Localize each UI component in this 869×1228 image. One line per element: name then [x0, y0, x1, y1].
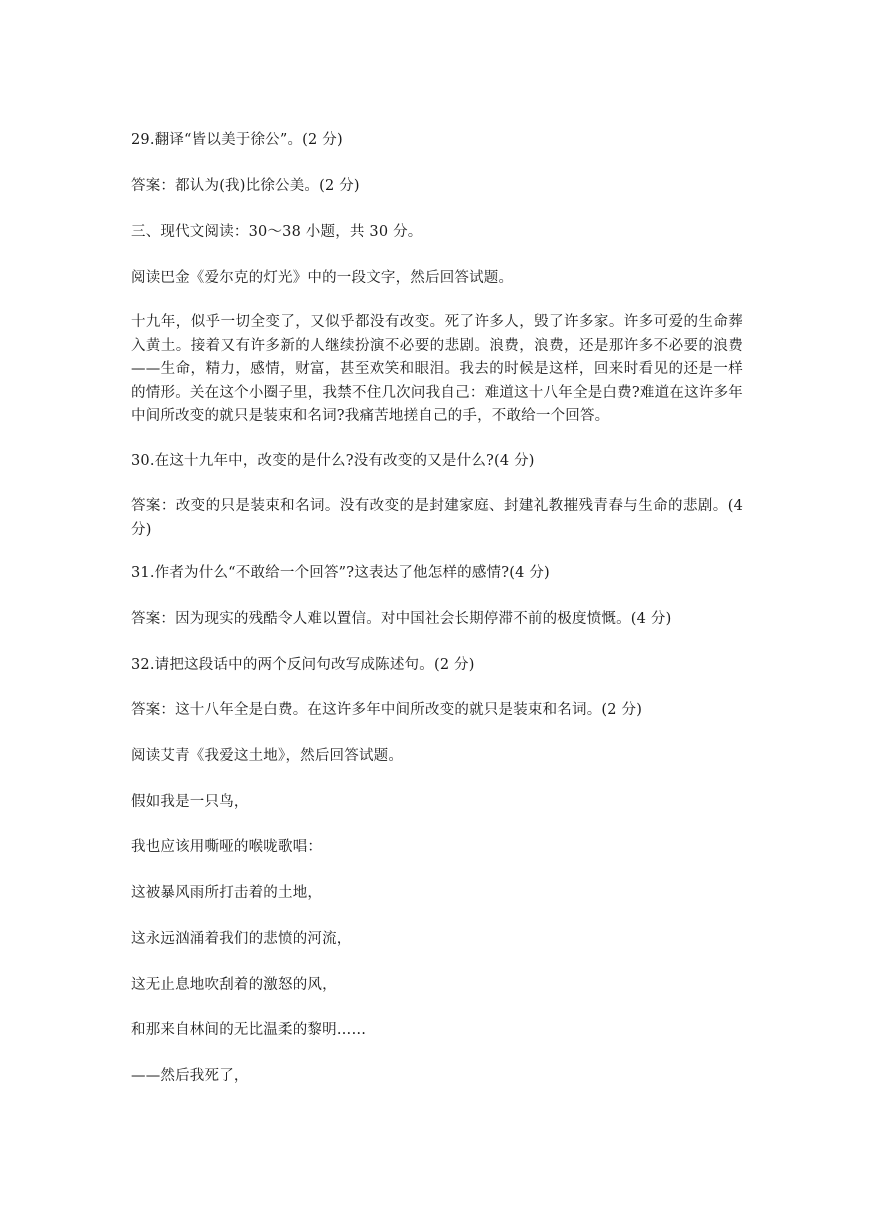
answer-30: 答案：改变的只是装束和名词。没有改变的是封建家庭、封建礼教摧残青春与生命的悲剧。(4 分) [131, 498, 743, 538]
passage-bajin: 十九年，似乎一切全变了，又似乎都没有改变。死了许多人，毁了许多家。许多可爱的生命葬入黄土。接着又有许多新的人继续扮演不必要的悲剧。浪费，浪费，还是那许多不必要的浪费——生命，精力，感情，财富，甚至欢笑和眼泪。我去的时候是这样，回来时看见的还是一样的情形。关在这个小圈子里，我禁不住几次问我自己：难道这十八年全是白费?难道在这许多年中间所改变的就只是装束和名词?我痛苦地搓自己的手，不敢给一个回答。 [131, 314, 743, 425]
answer-32: 答案：这十八年全是白费。在这许多年中间所改变的就只是装束和名词。(2 分) [131, 702, 643, 718]
poem-line: 这无止息地吹刮着的激怒的风， [131, 977, 337, 993]
question-32: 32.请把这段话中的两个反问句改写成陈述句。(2 分) [131, 657, 475, 673]
poem-line: 假如我是一只鸟， [131, 794, 249, 810]
poem-line: ——然后我死了， [131, 1068, 249, 1084]
answer-31: 答案：因为现实的残酷令人难以置信。对中国社会长期停滞不前的极度愤慨。(4 分) [131, 611, 672, 627]
question-30: 30.在这十九年中，改变的是什么?没有改变的又是什么?(4 分) [131, 453, 535, 469]
reading-intro-bajin: 阅读巴金《爱尔克的灯光》中的一段文字，然后回答试题。 [131, 270, 514, 286]
poem-line: 这被暴风雨所打击着的土地， [131, 885, 323, 901]
poem-line: 我也应该用嘶哑的喉咙歌唱： [131, 839, 323, 855]
question-31: 31.作者为什么“不敢给一个回答”?这表达了他怎样的感情?(4 分) [131, 565, 550, 581]
answer-29: 答案：都认为(我)比徐公美。(2 分) [131, 178, 360, 194]
question-29: 29.翻译“皆以美于徐公”。(2 分) [131, 132, 343, 148]
poem-line: 这永远汹涌着我们的悲愤的河流， [131, 931, 352, 947]
poem-line: 和那来自林间的无比温柔的黎明…… [131, 1022, 367, 1038]
section-heading-modern-reading: 三、现代文阅读：30～38 小题，共 30 分。 [131, 224, 423, 240]
reading-intro-aiqing: 阅读艾青《我爱这土地》，然后回答试题。 [131, 748, 404, 764]
